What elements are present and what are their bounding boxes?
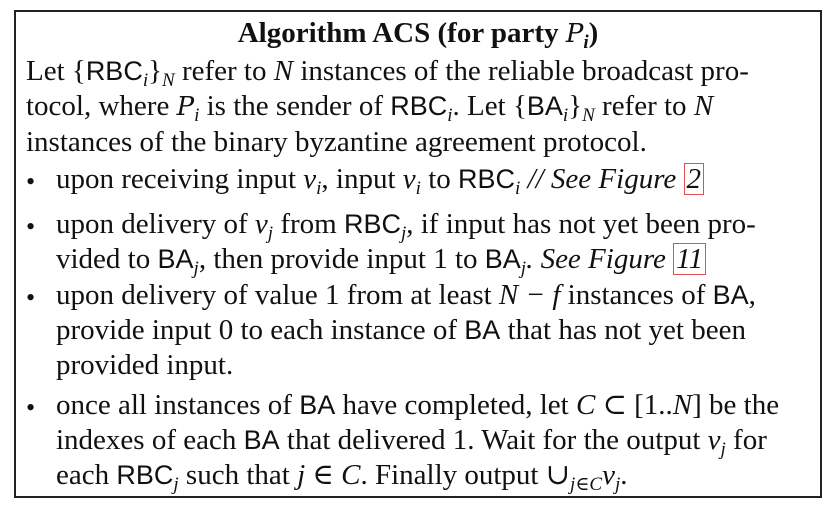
algorithm-title xyxy=(16,16,820,51)
text-fragment: . Let { xyxy=(452,90,527,122)
title-text: Algorithm ACS (for party xyxy=(237,17,566,49)
text-fragment: instances of xyxy=(560,279,713,311)
text-fragment: BA xyxy=(484,244,521,274)
list-item-4 xyxy=(56,388,812,493)
text-fragment: } xyxy=(568,90,583,122)
text-fragment: j xyxy=(267,223,274,244)
text-fragment: j xyxy=(400,223,407,244)
text-fragment: ] be the xyxy=(692,389,780,421)
bullet-2: • xyxy=(26,212,36,241)
text-fragment: i xyxy=(515,178,521,199)
text-fragment: j xyxy=(173,474,179,495)
text-fragment: ⊂ [1.. xyxy=(595,389,673,421)
list-item-3 xyxy=(56,278,812,383)
text-fragment: v xyxy=(707,424,721,456)
text-fragment: to xyxy=(420,163,459,195)
text-fragment: RBC xyxy=(343,209,401,239)
text-fragment: j xyxy=(193,258,199,279)
text-fragment: upon delivery of value 1 from at least xyxy=(56,279,499,311)
text-fragment: have completed, let xyxy=(335,389,576,421)
text-fragment: BA xyxy=(526,91,563,121)
line-content xyxy=(56,313,746,348)
text-line xyxy=(56,278,812,313)
text-fragment: instances of the reliable broadcast pro- xyxy=(293,55,749,87)
text-fragment: refer to xyxy=(174,55,274,87)
text-fragment: such that xyxy=(178,459,298,491)
algorithm-box xyxy=(14,10,822,498)
bullet-4: • xyxy=(26,393,36,422)
text-line xyxy=(56,162,812,197)
text-fragment: vided to xyxy=(56,243,158,275)
text-fragment: BA xyxy=(712,280,749,310)
text-line xyxy=(56,388,812,423)
text-fragment: j∈C xyxy=(570,474,603,495)
text-fragment: is the sender of xyxy=(199,90,391,122)
text-fragment: , then provide input 1 to xyxy=(198,243,485,275)
text-fragment: j xyxy=(520,258,527,279)
intro-paragraph xyxy=(26,54,812,160)
list-item-2 xyxy=(56,207,812,277)
text-fragment: i xyxy=(142,70,149,91)
list-item-1 xyxy=(56,162,812,197)
text-fragment: indexes of each xyxy=(56,424,244,456)
intro-line-3: instances of the binary byzantine agreement protocol. xyxy=(26,126,647,158)
text-fragment: P xyxy=(176,92,195,122)
figure-2-link[interactable]: 2 xyxy=(684,163,705,195)
text-fragment: RBC xyxy=(390,91,448,121)
text-line xyxy=(56,207,812,242)
text-line xyxy=(56,242,812,277)
text-fragment: // See Figure xyxy=(520,163,684,195)
text-fragment: N xyxy=(162,70,175,91)
text-fragment: v xyxy=(254,208,268,240)
text-fragment: provide input 0 to each instance of xyxy=(56,314,465,346)
text-fragment: . See Figure xyxy=(526,243,674,275)
text-fragment: RBC xyxy=(116,460,174,490)
text-line xyxy=(56,313,812,348)
intro-line-2 xyxy=(26,89,812,125)
text-fragment: that has not yet been xyxy=(500,314,746,346)
text-fragment: N xyxy=(582,105,595,126)
text-fragment: v xyxy=(602,459,615,491)
text-fragment: i xyxy=(194,105,200,126)
text-fragment: j xyxy=(614,474,621,495)
text-fragment: v xyxy=(303,163,317,195)
figure-11-link[interactable]: 11 xyxy=(673,243,706,275)
text-fragment: i xyxy=(562,105,569,126)
line-content xyxy=(26,54,749,89)
text-fragment: each xyxy=(56,459,117,491)
text-fragment: tocol, where xyxy=(26,90,177,122)
text-fragment: RBC xyxy=(85,56,143,86)
text-fragment: . Finally output ∪ xyxy=(360,459,571,491)
line-content xyxy=(56,278,756,313)
text-fragment: N xyxy=(672,389,693,421)
text-line xyxy=(56,458,812,493)
text-fragment: N xyxy=(273,55,294,87)
text-fragment: RBC xyxy=(458,164,516,194)
intro-line-1 xyxy=(26,54,812,89)
party-index: i xyxy=(583,32,589,53)
text-fragment: v xyxy=(402,163,416,195)
text-fragment: j xyxy=(720,439,726,460)
text-fragment: C xyxy=(575,389,596,421)
text-fragment: upon delivery of xyxy=(56,208,255,240)
text-fragment: BA xyxy=(243,425,280,455)
party-symbol: P xyxy=(565,19,584,49)
text-fragment: , xyxy=(748,279,756,311)
text-fragment: from xyxy=(273,208,344,240)
text-fragment: N − f xyxy=(498,279,561,311)
text-fragment: , if input has not yet been pro- xyxy=(406,208,756,240)
text-fragment: provided input. xyxy=(56,349,234,381)
text-fragment: j ∈ C xyxy=(297,459,361,491)
bullet-1: • xyxy=(26,167,36,196)
text-fragment: that delivered 1. Wait for the output xyxy=(279,424,708,456)
text-fragment: i xyxy=(447,105,453,126)
line-content xyxy=(56,388,779,423)
text-fragment: once all instances of xyxy=(56,389,300,421)
text-fragment: N xyxy=(693,90,714,122)
bullet-3: • xyxy=(26,283,36,312)
text-fragment: upon receiving input xyxy=(56,163,304,195)
line-content xyxy=(56,423,767,458)
text-fragment: BA xyxy=(299,390,336,420)
text-line xyxy=(56,348,812,383)
text-fragment: for xyxy=(725,424,767,456)
title-close: ) xyxy=(588,17,599,49)
text-fragment: i xyxy=(316,178,322,199)
text-fragment: Let { xyxy=(26,55,86,87)
line-content xyxy=(56,207,756,242)
text-fragment: , input xyxy=(321,163,403,195)
line-content xyxy=(26,89,713,125)
text-fragment: . xyxy=(620,459,628,491)
text-fragment: BA xyxy=(157,244,194,274)
text-line xyxy=(56,423,812,458)
text-fragment: i xyxy=(415,178,421,199)
text-fragment: refer to xyxy=(594,90,694,122)
text-fragment: } xyxy=(148,55,163,87)
text-fragment: BA xyxy=(464,315,501,345)
